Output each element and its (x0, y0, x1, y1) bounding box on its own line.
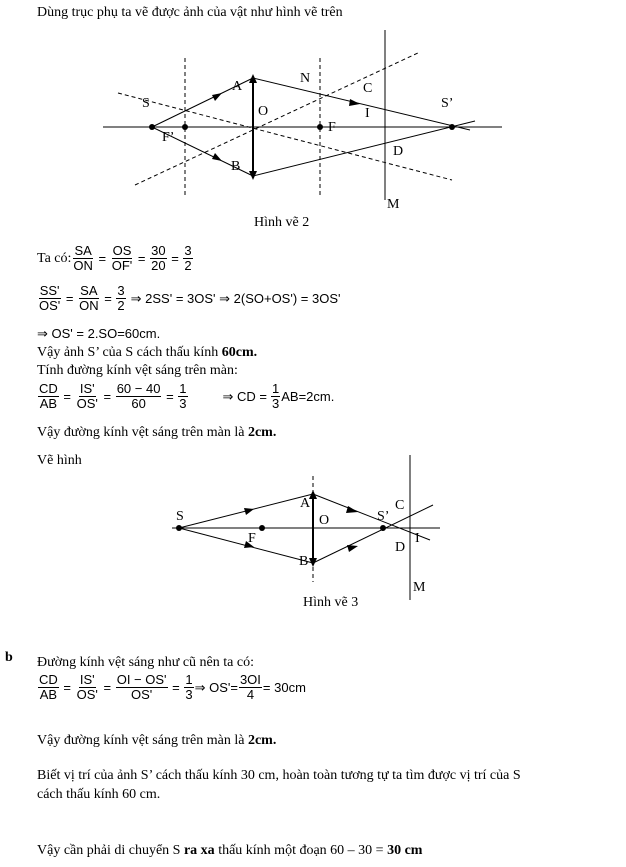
label-O: O (319, 513, 330, 528)
frac-num: CD (39, 381, 58, 396)
equation-2: $\frac{SS'}{OS'}$ = $\frac{SA}{ON}$ = $\frac{3}{2}$ ⇒ 2SS' = 3OS' ⇒ 2(SO+OS') = 3OS' (39, 283, 341, 313)
ray-arrow (346, 506, 358, 513)
label-D: D (395, 540, 406, 555)
eq4-cd-prefix: ⇒ CD = (222, 388, 267, 404)
ray-arrow (244, 508, 254, 515)
frac-num: SS' (39, 283, 60, 298)
label-A: A (232, 79, 243, 94)
eq2-rest: ⇒ 2SS' = 3OS' ⇒ 2(SO+OS') = 3OS' (130, 290, 341, 306)
eq-b-tail: = 30cm (262, 680, 306, 695)
part-b-para-line-1: Biết vị trí của ảnh S’ cách thấu kính 30 cm, hoàn toàn tương tự ta tìm được vị trí của S (37, 768, 521, 783)
part-b-para-line-2: cách thấu kính 60 cm. (37, 787, 161, 802)
frac-num: 3 (117, 283, 125, 298)
part-b-result-value: 2cm. (247, 733, 277, 748)
label-M: M (387, 197, 400, 212)
label-C: C (363, 81, 373, 96)
frac-den: 3 (185, 687, 193, 702)
figure-2-caption: Hình vẽ 2 (254, 215, 310, 230)
frac-den: OS' (130, 687, 153, 702)
diameter-heading: Tính đường kính vệt sáng trên màn: (37, 363, 238, 378)
frac-den: 3 (179, 396, 187, 411)
final-bold-2: 30 cm (387, 843, 423, 858)
frac-den: 3 (272, 396, 280, 411)
equation-4: $\frac{CD}{AB}$ = $\frac{IS'}{OS'}$ = $\frac{60 - 40}{60}$ = $\frac{1}{3}$ ⇒ CD = $\frac{1}{3}$ AB=2cm. (39, 381, 335, 411)
result-1-text: Vậy đường kính vệt sáng trên màn là (37, 425, 248, 440)
ray-arrow (347, 545, 358, 552)
frac-den: 60 (131, 396, 146, 411)
equation-1: Ta có: $\frac{SA}{ON}$ = $\frac{OS}{OF'}$ = $\frac{30}{20}$ = $\frac{3}{2}$ (37, 243, 192, 273)
frac-num: 30 (151, 243, 166, 258)
label-S: S (142, 96, 150, 111)
frac-den: AB (39, 687, 58, 702)
part-b-marker: b (5, 650, 13, 665)
label-M: M (413, 580, 426, 595)
frac-den: ON (73, 258, 93, 273)
label-C: C (395, 498, 405, 513)
figure-3-caption: Hình vẽ 3 (303, 595, 359, 610)
label-A: A (300, 496, 311, 511)
frac-den: OS' (39, 298, 61, 313)
ray-A-out (313, 494, 430, 540)
frac-den: 4 (246, 687, 255, 702)
frac-den: OF' (111, 258, 133, 273)
point-S (176, 525, 182, 531)
image-distance-value: 60cm. (221, 345, 258, 360)
frac-den: OS' (76, 687, 98, 702)
frac-num: 3OI (239, 672, 261, 687)
eq-b-mid: ⇒ OS'= (194, 679, 238, 695)
result-1-value: 2cm. (247, 425, 277, 440)
frac-num: IS' (79, 381, 95, 396)
frac-den: 20 (151, 258, 166, 273)
draw-label: Vẽ hình (37, 453, 82, 468)
frac-num: 1 (185, 672, 193, 687)
intro-text: Dùng trục phụ ta vẽ được ảnh của vật như hình vẽ trên (37, 5, 343, 20)
frac-num: OS (112, 243, 132, 258)
eq1-prefix: Ta có: (37, 250, 72, 266)
final-mid: thấu kính một đoạn 60 – 30 = (214, 843, 388, 858)
frac-den: 2 (184, 258, 192, 273)
label-F: F (248, 531, 256, 546)
part-b-result-text: Vậy đường kính vệt sáng trên màn là (37, 733, 248, 748)
frac-den: AB (39, 396, 58, 411)
frac-num: 1 (179, 381, 187, 396)
label-B: B (231, 159, 241, 174)
frac-num: SA (80, 283, 98, 298)
eq4-cd-suffix: AB=2cm. (281, 389, 335, 404)
frac-den: OS' (76, 396, 98, 411)
frac-num: SA (74, 243, 92, 258)
label-S-prime: S’ (377, 509, 390, 524)
label-O: O (258, 104, 269, 119)
frac-num: 3 (184, 243, 192, 258)
label-S-prime: S’ (441, 96, 454, 111)
frac-den: 2 (117, 298, 125, 313)
image-distance-text: Vậy ảnh S’ của S cách thấu kính (37, 345, 222, 360)
final-bold-1: ra xa (183, 843, 215, 858)
label-F: F (328, 120, 336, 135)
label-D: D (393, 144, 404, 159)
final-conclusion (37, 843, 422, 859)
frac-den: ON (79, 298, 99, 313)
frac-num: 1 (272, 381, 280, 396)
frac-num: 60 − 40 (116, 381, 161, 396)
point-S-prime (380, 525, 386, 531)
equation-b: $\frac{CD}{AB}$ = $\frac{IS'}{OS'}$ = $\frac{OI - OS'}{OS'}$ = $\frac{1}{3}$ ⇒ OS'= $\frac{3OI}{4}$ = 30cm (39, 672, 306, 702)
label-I: I (365, 106, 370, 121)
label-N: N (300, 71, 311, 86)
label-B: B (299, 554, 309, 569)
part-b-intro: Đường kính vệt sáng như cũ nên ta có: (37, 655, 254, 670)
part-b-result (37, 733, 276, 749)
label-F-prime: F’ (162, 130, 175, 145)
frac-num: OI − OS' (116, 672, 167, 687)
label-S: S (176, 509, 184, 524)
frac-num: CD (39, 672, 58, 687)
final-text: Vậy cần phải di chuyển S (37, 843, 184, 858)
frac-num: IS' (79, 672, 95, 687)
equation-3: ⇒ OS' = 2.SO=60cm. (37, 326, 161, 341)
label-I: I (415, 531, 420, 546)
point-F (259, 525, 265, 531)
